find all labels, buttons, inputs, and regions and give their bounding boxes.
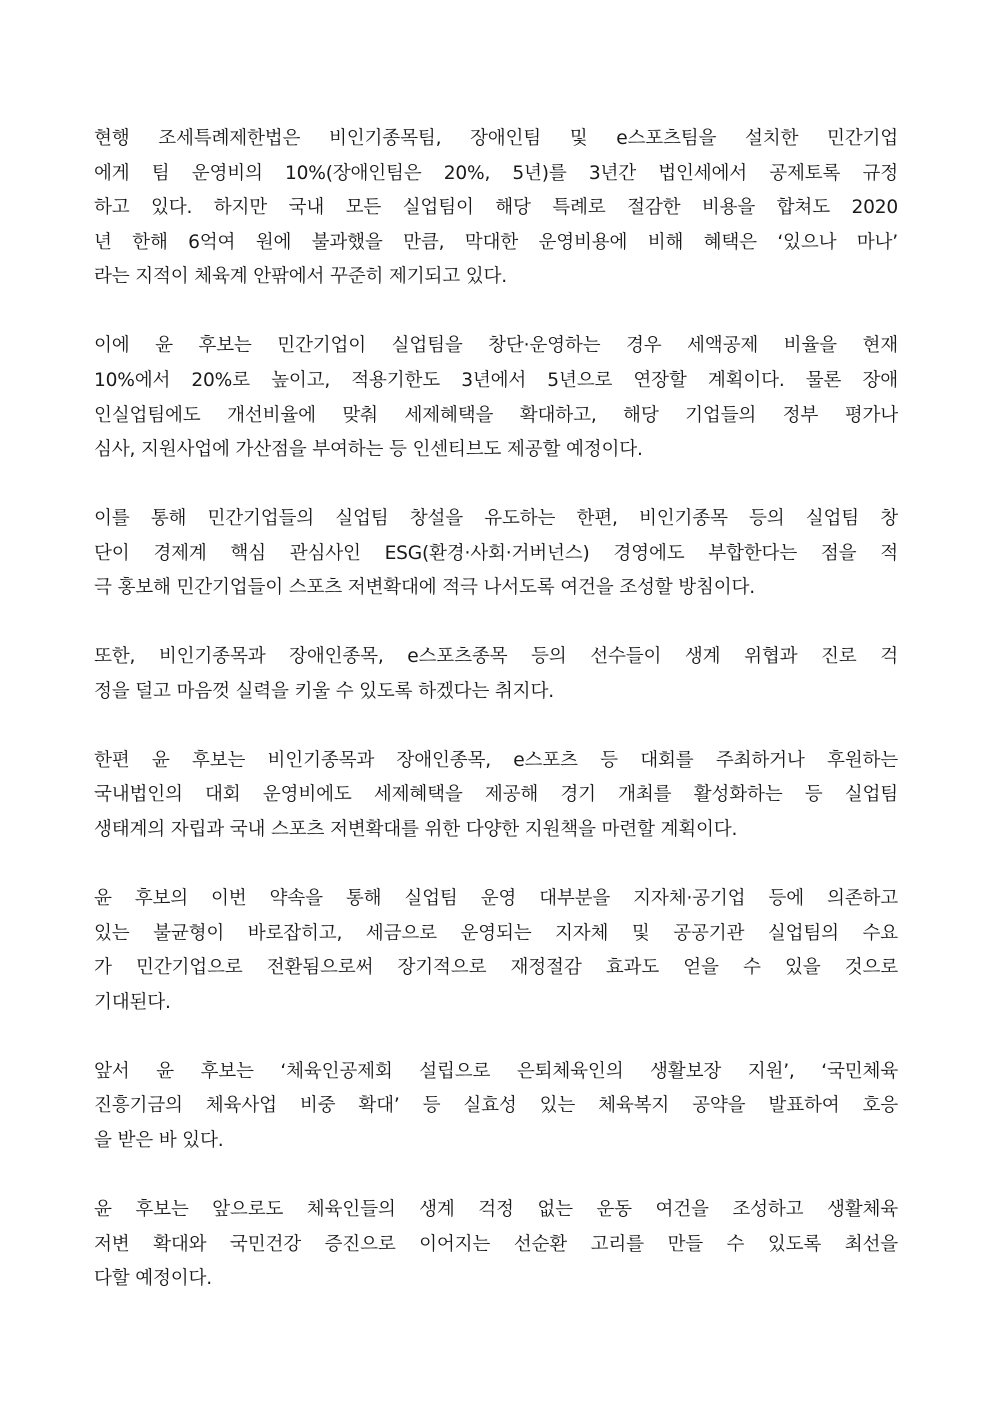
document-body <box>94 122 898 1331</box>
text-line: 년 한해 6억여 원에 불과했을 만큼, 막대한 운영비용에 비해 혜택은 ‘있으나 마나’ <box>94 231 898 253</box>
text-line: 극 홍보해 민간기업들이 스포츠 저변확대에 적극 나서도록 여건을 조성할 방침이다. <box>94 577 755 599</box>
text-line: 라는 지적이 체육계 안팎에서 꾸준히 제기되고 있다. <box>94 266 507 288</box>
text-line: 생태계의 자립과 국내 스포츠 저변확대를 위한 다양한 지원책을 마련할 계획이다. <box>94 819 738 841</box>
text-line: 심사, 지원사업에 가산점을 부여하는 등 인센티브도 제공할 예정이다. <box>94 439 643 461</box>
text-line: 기대된다. <box>94 991 171 1013</box>
text-line: 진흥기금의 체육사업 비중 확대’ 등 실효성 있는 체육복지 공약을 발표하여 호응 <box>94 1095 898 1117</box>
text-line: 단이 경제계 핵심 관심사인 ESG(환경·사회·거버넌스) 경영에도 부합한다는 점을 적 <box>94 542 898 564</box>
text-line: 다할 예정이다. <box>94 1268 212 1290</box>
text-line: 국내법인의 대회 운영비에도 세제혜택을 제공해 경기 개최를 활성화하는 등 실업팀 <box>94 784 898 806</box>
text-line: 이에 윤 후보는 민간기업이 실업팀을 창단·운영하는 경우 세액공제 비율을 현재 <box>94 335 898 357</box>
paragraph-previous-pledges <box>94 1055 898 1159</box>
paragraph-expected-effect <box>94 882 898 1020</box>
paragraph-event-support <box>94 744 898 848</box>
text-line: 앞서 윤 후보는 ‘체육인공제회 설립으로 은퇴체육인의 생활보장 지원’, ‘국민체육 <box>94 1060 898 1082</box>
paragraph-tax-credit-plan <box>94 329 898 467</box>
text-line: 현행 조세특례제한법은 비인기종목팀, 장애인팀 및 e스포츠팀을 설치한 민간기업 <box>94 128 898 149</box>
paragraph-tax-law <box>94 122 898 295</box>
text-line: 정을 덜고 마음껏 실력을 키울 수 있도록 하겠다는 취지다. <box>94 680 554 702</box>
text-line: 을 받은 바 있다. <box>94 1130 224 1151</box>
text-line: 이를 통해 민간기업들의 실업팀 창설을 유도하는 한편, 비인기종목 등의 실업팀 창 <box>94 508 898 530</box>
text-line: 하고 있다. 하지만 국내 모든 실업팀이 해당 특례로 절감한 비용을 합쳐도 2020 <box>94 197 898 219</box>
text-line: 있는 불균형이 바로잡히고, 세금으로 운영되는 지자체 및 공공기관 실업팀의 수요 <box>94 922 898 944</box>
paragraph-closing <box>94 1193 898 1297</box>
paragraph-esg-promotion <box>94 502 898 606</box>
text-line: 에게 팀 운영비의 10%(장애인팀은 20%, 5년)를 3년간 법인세에서 공제토록 규정 <box>94 162 898 184</box>
text-line: 인실업팀에도 개선비율에 맞춰 세제혜택을 확대하고, 해당 기업들의 정부 평가나 <box>94 404 898 426</box>
text-line: 저변 확대와 국민건강 증진으로 이어지는 선순환 고리를 만들 수 있도록 최선을 <box>94 1233 898 1255</box>
text-line: 윤 후보는 앞으로도 체육인들의 생계 걱정 없는 운동 여건을 조성하고 생활체육 <box>94 1198 898 1220</box>
text-line: 또한, 비인기종목과 장애인종목, e스포츠종목 등의 선수들이 생계 위협과 진로 걱 <box>94 646 898 668</box>
text-line: 윤 후보의 이번 약속을 통해 실업팀 운영 대부분을 지자체·공기업 등에 의존하고 <box>94 888 898 910</box>
paragraph-athlete-support <box>94 640 898 709</box>
text-line: 가 민간기업으로 전환됨으로써 장기적으로 재정절감 효과도 얻을 수 있을 것으로 <box>94 957 898 979</box>
text-line: 한편 윤 후보는 비인기종목과 장애인종목, e스포츠 등 대회를 주최하거나 후원하는 <box>94 749 898 771</box>
text-line: 10%에서 20%로 높이고, 적용기한도 3년에서 5년으로 연장할 계획이다. 물론 장애 <box>94 369 898 391</box>
